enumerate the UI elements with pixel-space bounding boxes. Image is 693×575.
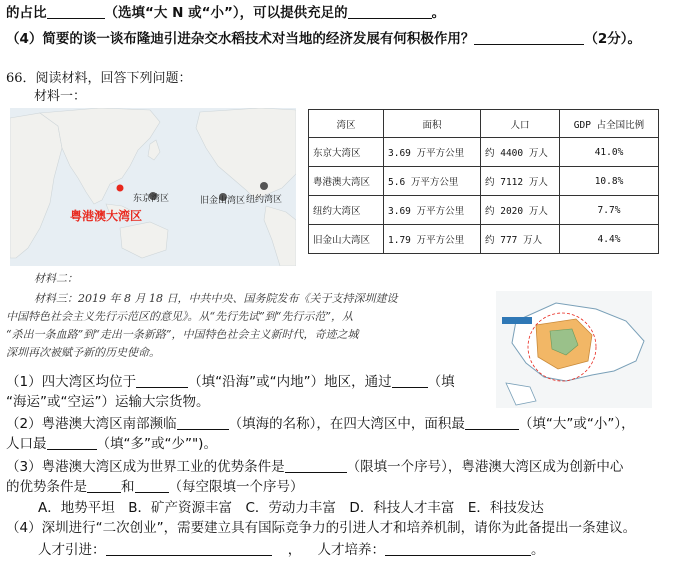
text: （填“多”或“少”")。 bbox=[96, 436, 217, 452]
text: 人口最 bbox=[6, 436, 47, 452]
q3-fill-line bbox=[6, 4, 445, 22]
answer-blank[interactable] bbox=[135, 478, 169, 493]
sf-map-label: 旧金山湾区 bbox=[200, 196, 246, 206]
map-drawing bbox=[10, 108, 296, 266]
cell: 5.6 万平方公里 bbox=[384, 167, 481, 196]
table-header-row bbox=[309, 110, 659, 138]
cell: 东京大湾区 bbox=[309, 138, 384, 167]
text: （选填“大 N 或“小”），可以提供充足的 bbox=[104, 5, 348, 21]
gba-map-label: 粤港澳大湾区 bbox=[70, 209, 143, 223]
world-bay-areas-map bbox=[10, 108, 296, 266]
text: （2分）。 bbox=[584, 31, 642, 47]
text: （2）粤港澳大湾区南部濒临 bbox=[6, 416, 177, 432]
answer-blank[interactable] bbox=[474, 30, 584, 45]
text: （填“沿海”或“内地”）地区，通过 bbox=[188, 374, 392, 390]
guangdong-map-image bbox=[496, 291, 652, 408]
cell: 7.7% bbox=[560, 196, 659, 225]
cell: 旧金山大湾区 bbox=[309, 225, 384, 254]
q1-line1 bbox=[6, 373, 455, 391]
bay-area-table bbox=[308, 109, 659, 254]
cell: 3.69 万平方公里 bbox=[384, 138, 481, 167]
cell: 约 7112 万人 bbox=[481, 167, 560, 196]
cell: 1.79 万平方公里 bbox=[384, 225, 481, 254]
text: （填“大”或“小”）， bbox=[518, 416, 635, 432]
answer-blank[interactable] bbox=[285, 458, 347, 473]
text: 和 bbox=[121, 479, 135, 495]
answer-blank[interactable] bbox=[465, 415, 519, 430]
table-row bbox=[309, 225, 659, 254]
text: 人才引进： bbox=[38, 542, 106, 558]
text: （1）四大湾区均位于 bbox=[6, 374, 137, 390]
answer-blank[interactable] bbox=[136, 373, 188, 388]
table-row bbox=[309, 167, 659, 196]
text: 的占比 bbox=[6, 5, 47, 21]
cell: 10.8% bbox=[560, 167, 659, 196]
cell: 约 4400 万人 bbox=[481, 138, 560, 167]
talent-train-blank[interactable] bbox=[385, 541, 531, 556]
answer-blank[interactable] bbox=[47, 4, 105, 19]
q2-line1 bbox=[6, 415, 635, 433]
tokyo-map-label: 东京湾区 bbox=[133, 194, 170, 204]
answer-blank[interactable] bbox=[87, 478, 121, 493]
cell: 纽约大湾区 bbox=[309, 196, 384, 225]
ny-map-label: 纽约湾区 bbox=[246, 195, 283, 205]
gd-map-drawing bbox=[496, 291, 652, 408]
q3-options: A．地势平坦 B．矿产资源丰富 C．劳动力丰富 D．科技人才丰富 E．科技发达 bbox=[38, 500, 544, 516]
header-cell: 面积 bbox=[384, 110, 481, 138]
gba-dot bbox=[117, 185, 124, 192]
text: 的优势条件是 bbox=[6, 479, 87, 495]
cell: 约 777 万人 bbox=[481, 225, 560, 254]
q4-burundi-line bbox=[6, 30, 641, 48]
cell: 约 2020 万人 bbox=[481, 196, 560, 225]
header-cell: 湾区 bbox=[309, 110, 384, 138]
header-cell: GDP 占全国比例 bbox=[560, 110, 659, 138]
cell: 41.0% bbox=[560, 138, 659, 167]
text: （填海的名称），在四大湾区中，面积最 bbox=[228, 416, 465, 432]
separator: ， bbox=[287, 542, 302, 558]
answer-blank[interactable] bbox=[348, 4, 432, 19]
material3-line: 材料三：2019 年 8 月 18 日，中共中央、国务院发布《关于支持深圳建设 bbox=[34, 292, 398, 305]
cell: 粤港澳大湾区 bbox=[309, 167, 384, 196]
q3-line2 bbox=[6, 478, 304, 496]
q3-line1 bbox=[6, 458, 623, 476]
material3-line: 中国特色社会主义先行示范区的意见》。从“先行先试”到“先行示范”，从 bbox=[6, 310, 353, 323]
q4-line: （4）深圳进行“二次创业”，需要建立具有国际竞争力的引进人才和培养机制，请你为此备提出一条建议。 bbox=[6, 520, 637, 536]
table-row bbox=[309, 196, 659, 225]
text: （每空限填一个序号） bbox=[168, 479, 304, 495]
text: 。 bbox=[531, 542, 545, 558]
text: （3）粤港澳大湾区成为世界工业的优势条件是 bbox=[6, 459, 285, 475]
ny-dot bbox=[260, 182, 268, 190]
answer-blank[interactable] bbox=[47, 435, 97, 450]
answer-blank[interactable] bbox=[177, 415, 229, 430]
header-cell: 人口 bbox=[481, 110, 560, 138]
talent-line bbox=[38, 541, 545, 559]
talent-in-blank[interactable] bbox=[106, 541, 272, 556]
material3-line: “杀出一条血路”到“走出一条新路”，中国特色社会主义新时代，奇迹之城 bbox=[6, 328, 359, 341]
cell: 3.69 万平方公里 bbox=[384, 196, 481, 225]
q1-line2: “海运”或“空运”）运输大宗货物。 bbox=[6, 394, 210, 410]
text: （4）简要的谈一谈布隆迪引进杂交水稻技术对当地的经济发展有何积极作用？ bbox=[6, 31, 475, 47]
text: （限填一个序号），粤港澳大湾区成为创新中心 bbox=[346, 459, 624, 475]
answer-blank[interactable] bbox=[392, 373, 428, 388]
text: 。 bbox=[431, 5, 446, 21]
text: 人才培养： bbox=[317, 542, 385, 558]
q2-line2 bbox=[6, 435, 217, 453]
material3-line: 深圳再次被赋予新的历史使命。 bbox=[6, 346, 160, 359]
material1-label: 材料一： bbox=[34, 89, 87, 104]
table-row bbox=[309, 138, 659, 167]
text: （填 bbox=[427, 374, 455, 390]
material2-label: 材料二： bbox=[34, 272, 78, 285]
q66-title: 66．阅读材料，回答下列问题： bbox=[6, 71, 192, 86]
cell: 4.4% bbox=[560, 225, 659, 254]
